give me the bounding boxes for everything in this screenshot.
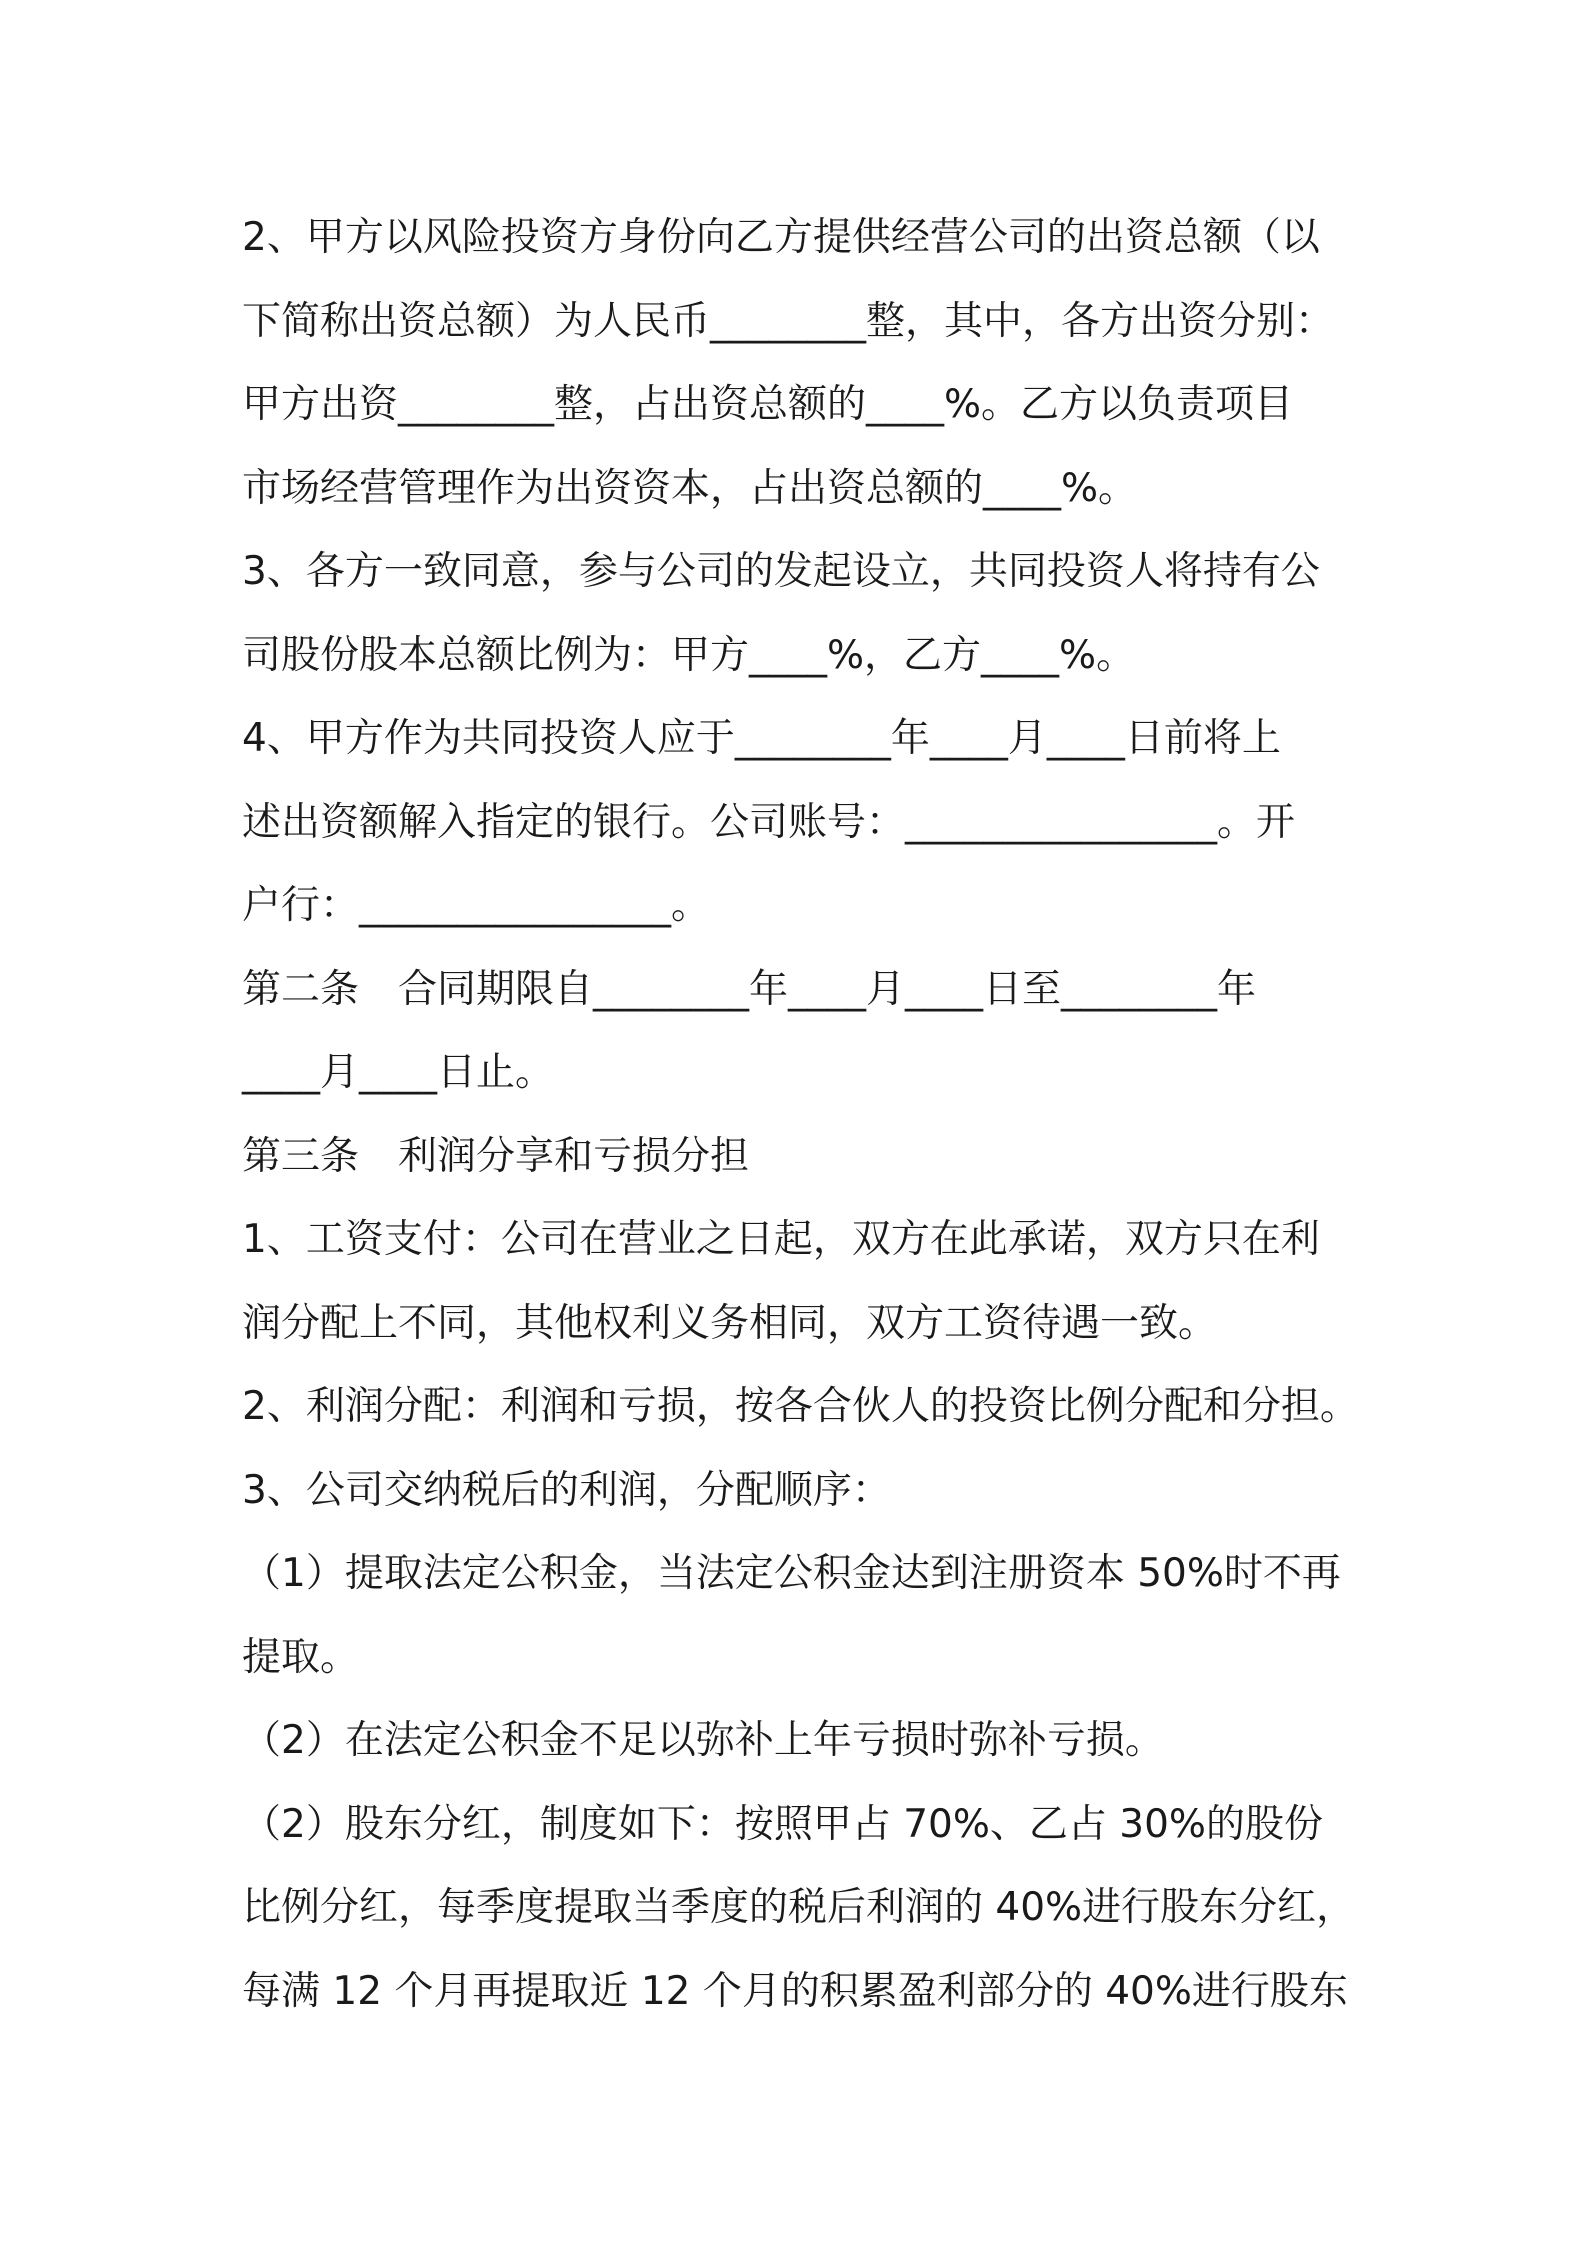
text-line: 甲方出资________整，占出资总额的____%。乙方以负责项目 <box>242 382 1294 427</box>
text-line: （2）股东分红，制度如下：按照甲占 70%、乙占 30%的股份 <box>242 1801 1323 1847</box>
text-line: 1、工资支付：公司在营业之日起，双方在此承诺，双方只在利 <box>242 1217 1320 1262</box>
text-line: 4、甲方作为共同投资人应于________年____月____日前将上 <box>242 716 1281 761</box>
text-line: 润分配上不同，其他权利义务相同，双方工资待遇一致。 <box>242 1300 1218 1346</box>
text-line: 户行：________________。 <box>242 883 711 928</box>
document-body <box>242 196 1402 2033</box>
section-heading-line: 第二条 合同期限自________年____月____日至________年 <box>242 966 1257 1012</box>
text-line: 3、公司交纳税后的利润，分配顺序： <box>242 1467 891 1513</box>
text-line: 2、利润分配：利润和亏损，按各合伙人的投资比例分配和分担。 <box>242 1384 1359 1429</box>
text-line: 述出资额解入指定的银行。公司账号：________________。开 <box>242 799 1296 845</box>
text-line: 提取。 <box>242 1634 360 1680</box>
text-line: 下简称出资总额）为人民币________整，其中，各方出资分别： <box>242 298 1335 344</box>
text-line: ____月____日止。 <box>242 1050 555 1095</box>
text-line: 3、各方一致同意，参与公司的发起设立，共同投资人将持有公 <box>242 549 1320 594</box>
text-line: （2）在法定公积金不足以弥补上年亏损时弥补亏损。 <box>242 1718 1164 1763</box>
text-line: 司股份股本总额比例为：甲方____%，乙方____%。 <box>242 632 1136 678</box>
text-line: 市场经营管理作为出资资本，占出资总额的____%。 <box>242 465 1138 511</box>
text-line: （1）提取法定公积金，当法定公积金达到注册资本 50%时不再 <box>242 1551 1341 1596</box>
text-line: 比例分红，每季度提取当季度的税后利润的 40%进行股东分红， <box>242 1885 1356 1930</box>
text-line: 2、甲方以风险投资方身份向乙方提供经营公司的出资总额（以 <box>242 215 1320 260</box>
section-heading-line: 第三条 利润分享和亏损分担 <box>242 1133 750 1179</box>
text-line: 每满 12 个月再提取近 12 个月的积累盈利部分的 40%进行股东 <box>242 1968 1348 2014</box>
